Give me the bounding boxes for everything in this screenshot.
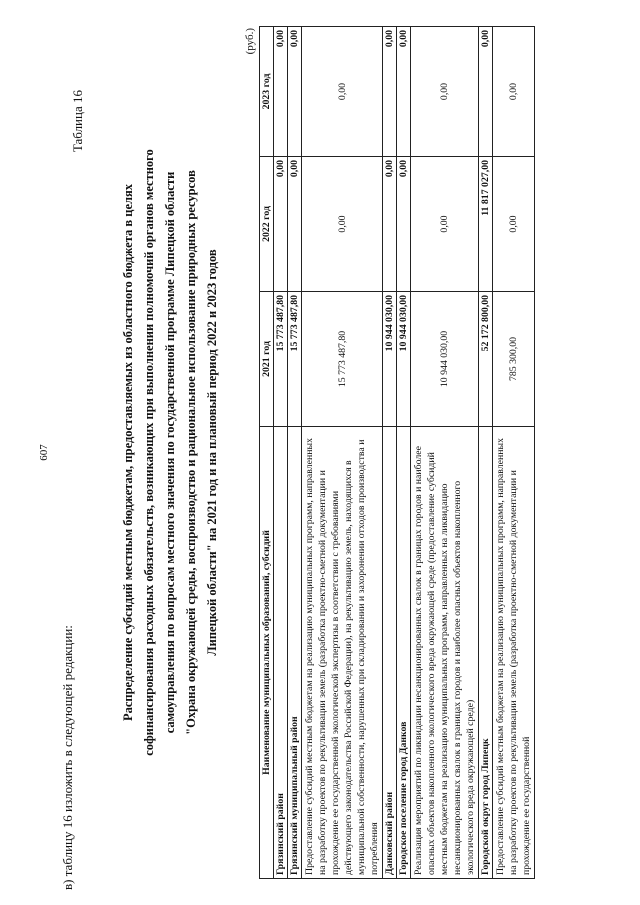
value-2023: 0,00 — [479, 27, 493, 157]
value-2022: 0,00 — [383, 157, 397, 292]
value-2021: 15 773 487,80 — [274, 292, 288, 427]
row-name: Реализация мероприятий по ликвидации несанкционированных свалок в границах городов и наиболее опасных объектов накопленного экологического вреда окружающей среде (предоставление субсидий местным бюджетам на реализацию муниципальных программ, направленных на ликвидацию несанкционированных свалок в границах городов и наиболее опасных объектов накопленного экологического вреда окружающей среде) — [411, 427, 479, 879]
table-header-row — [260, 27, 274, 879]
value-2022: 0,00 — [288, 157, 302, 292]
table-row — [274, 27, 288, 879]
value-2022: 0,00 — [397, 157, 411, 292]
intro-text: в) таблицу 16 изложить в следующей редакции: — [60, 625, 75, 890]
table-label: Таблица 16 — [70, 90, 85, 153]
heading-line: софинансирования расходных обязательств, возникающих при выполнении полномочий органов местного — [142, 149, 156, 756]
value-2021: 52 172 800,00 — [479, 292, 493, 427]
page-number: 607 — [38, 444, 50, 461]
value-2022: 0,00 — [274, 157, 288, 292]
table-row — [397, 27, 411, 879]
row-name: Предоставление субсидий местным бюджетам на реализацию муниципальных программ, направленных на разработку проектов по рекультивации земель (разработка проектно-сметной документации и прохождение ее государственной — [493, 427, 535, 879]
heading-line: Распределение субсидий местным бюджетам, предоставляемых из областного бюджета в целях — [121, 183, 135, 722]
value-2021: 10 944 030,00 — [411, 292, 479, 427]
row-name: Предоставление субсидий местным бюджетам на реализацию муниципальных программ, направленных на разработку проектов по рекультивации земель (разработка проектно-сметной документации и прохождение ее государственной экологической экспертизы в соответствии с требованиями действующего законодательства Российской Федерации), на рекультивацию земель, находящихся в муниципальной собственности, нарушенных при складировании и захоронении отходов производства и потребления — [302, 427, 383, 879]
value-2023: 0,00 — [493, 27, 535, 157]
row-name: Грязинский муниципальный район — [288, 427, 302, 879]
heading-line: Липецкой области" на 2021 год и на плановый период 2022 и 2023 годов — [205, 249, 219, 656]
row-name: Грязинский район — [274, 427, 288, 879]
value-2022: 11 817 027,00 — [479, 157, 493, 292]
table-row — [411, 27, 479, 879]
value-2021: 15 773 487,80 — [302, 292, 383, 427]
table-row — [493, 27, 535, 879]
value-2022: 0,00 — [493, 157, 535, 292]
value-2023: 0,00 — [383, 27, 397, 157]
value-2022: 0,00 — [411, 157, 479, 292]
row-name: Городской округ город Липецк — [479, 427, 493, 879]
table-row — [383, 27, 397, 879]
header-2023: 2023 год — [260, 27, 274, 157]
heading-line: самоуправления по вопросам местного значения по государственной программе Липецкой области — [163, 171, 177, 734]
header-name: Наименование муниципальных образований, субсидий — [260, 427, 274, 879]
table-row — [302, 27, 383, 879]
value-2022: 0,00 — [302, 157, 383, 292]
subsidy-table — [259, 26, 535, 879]
row-name: Данковский район — [383, 427, 397, 879]
value-2021: 10 944 030,00 — [397, 292, 411, 427]
table-row — [479, 27, 493, 879]
value-2023: 0,00 — [397, 27, 411, 157]
value-2021: 15 773 487,80 — [288, 292, 302, 427]
unit-label: (руб.) — [244, 28, 256, 55]
header-2021: 2021 год — [260, 292, 274, 427]
value-2023: 0,00 — [411, 27, 479, 157]
value-2023: 0,00 — [274, 27, 288, 157]
header-2022: 2022 год — [260, 157, 274, 292]
row-name: Городское поселение город Данков — [397, 427, 411, 879]
value-2023: 0,00 — [288, 27, 302, 157]
value-2021: 785 300,00 — [493, 292, 535, 427]
table-row — [288, 27, 302, 879]
value-2023: 0,00 — [302, 27, 383, 157]
table-heading — [118, 20, 223, 885]
value-2021: 10 944 030,00 — [383, 292, 397, 427]
heading-line: "Охрана окружающей среды, воспроизводство и рациональное использование природных ресурсов — [184, 170, 198, 735]
